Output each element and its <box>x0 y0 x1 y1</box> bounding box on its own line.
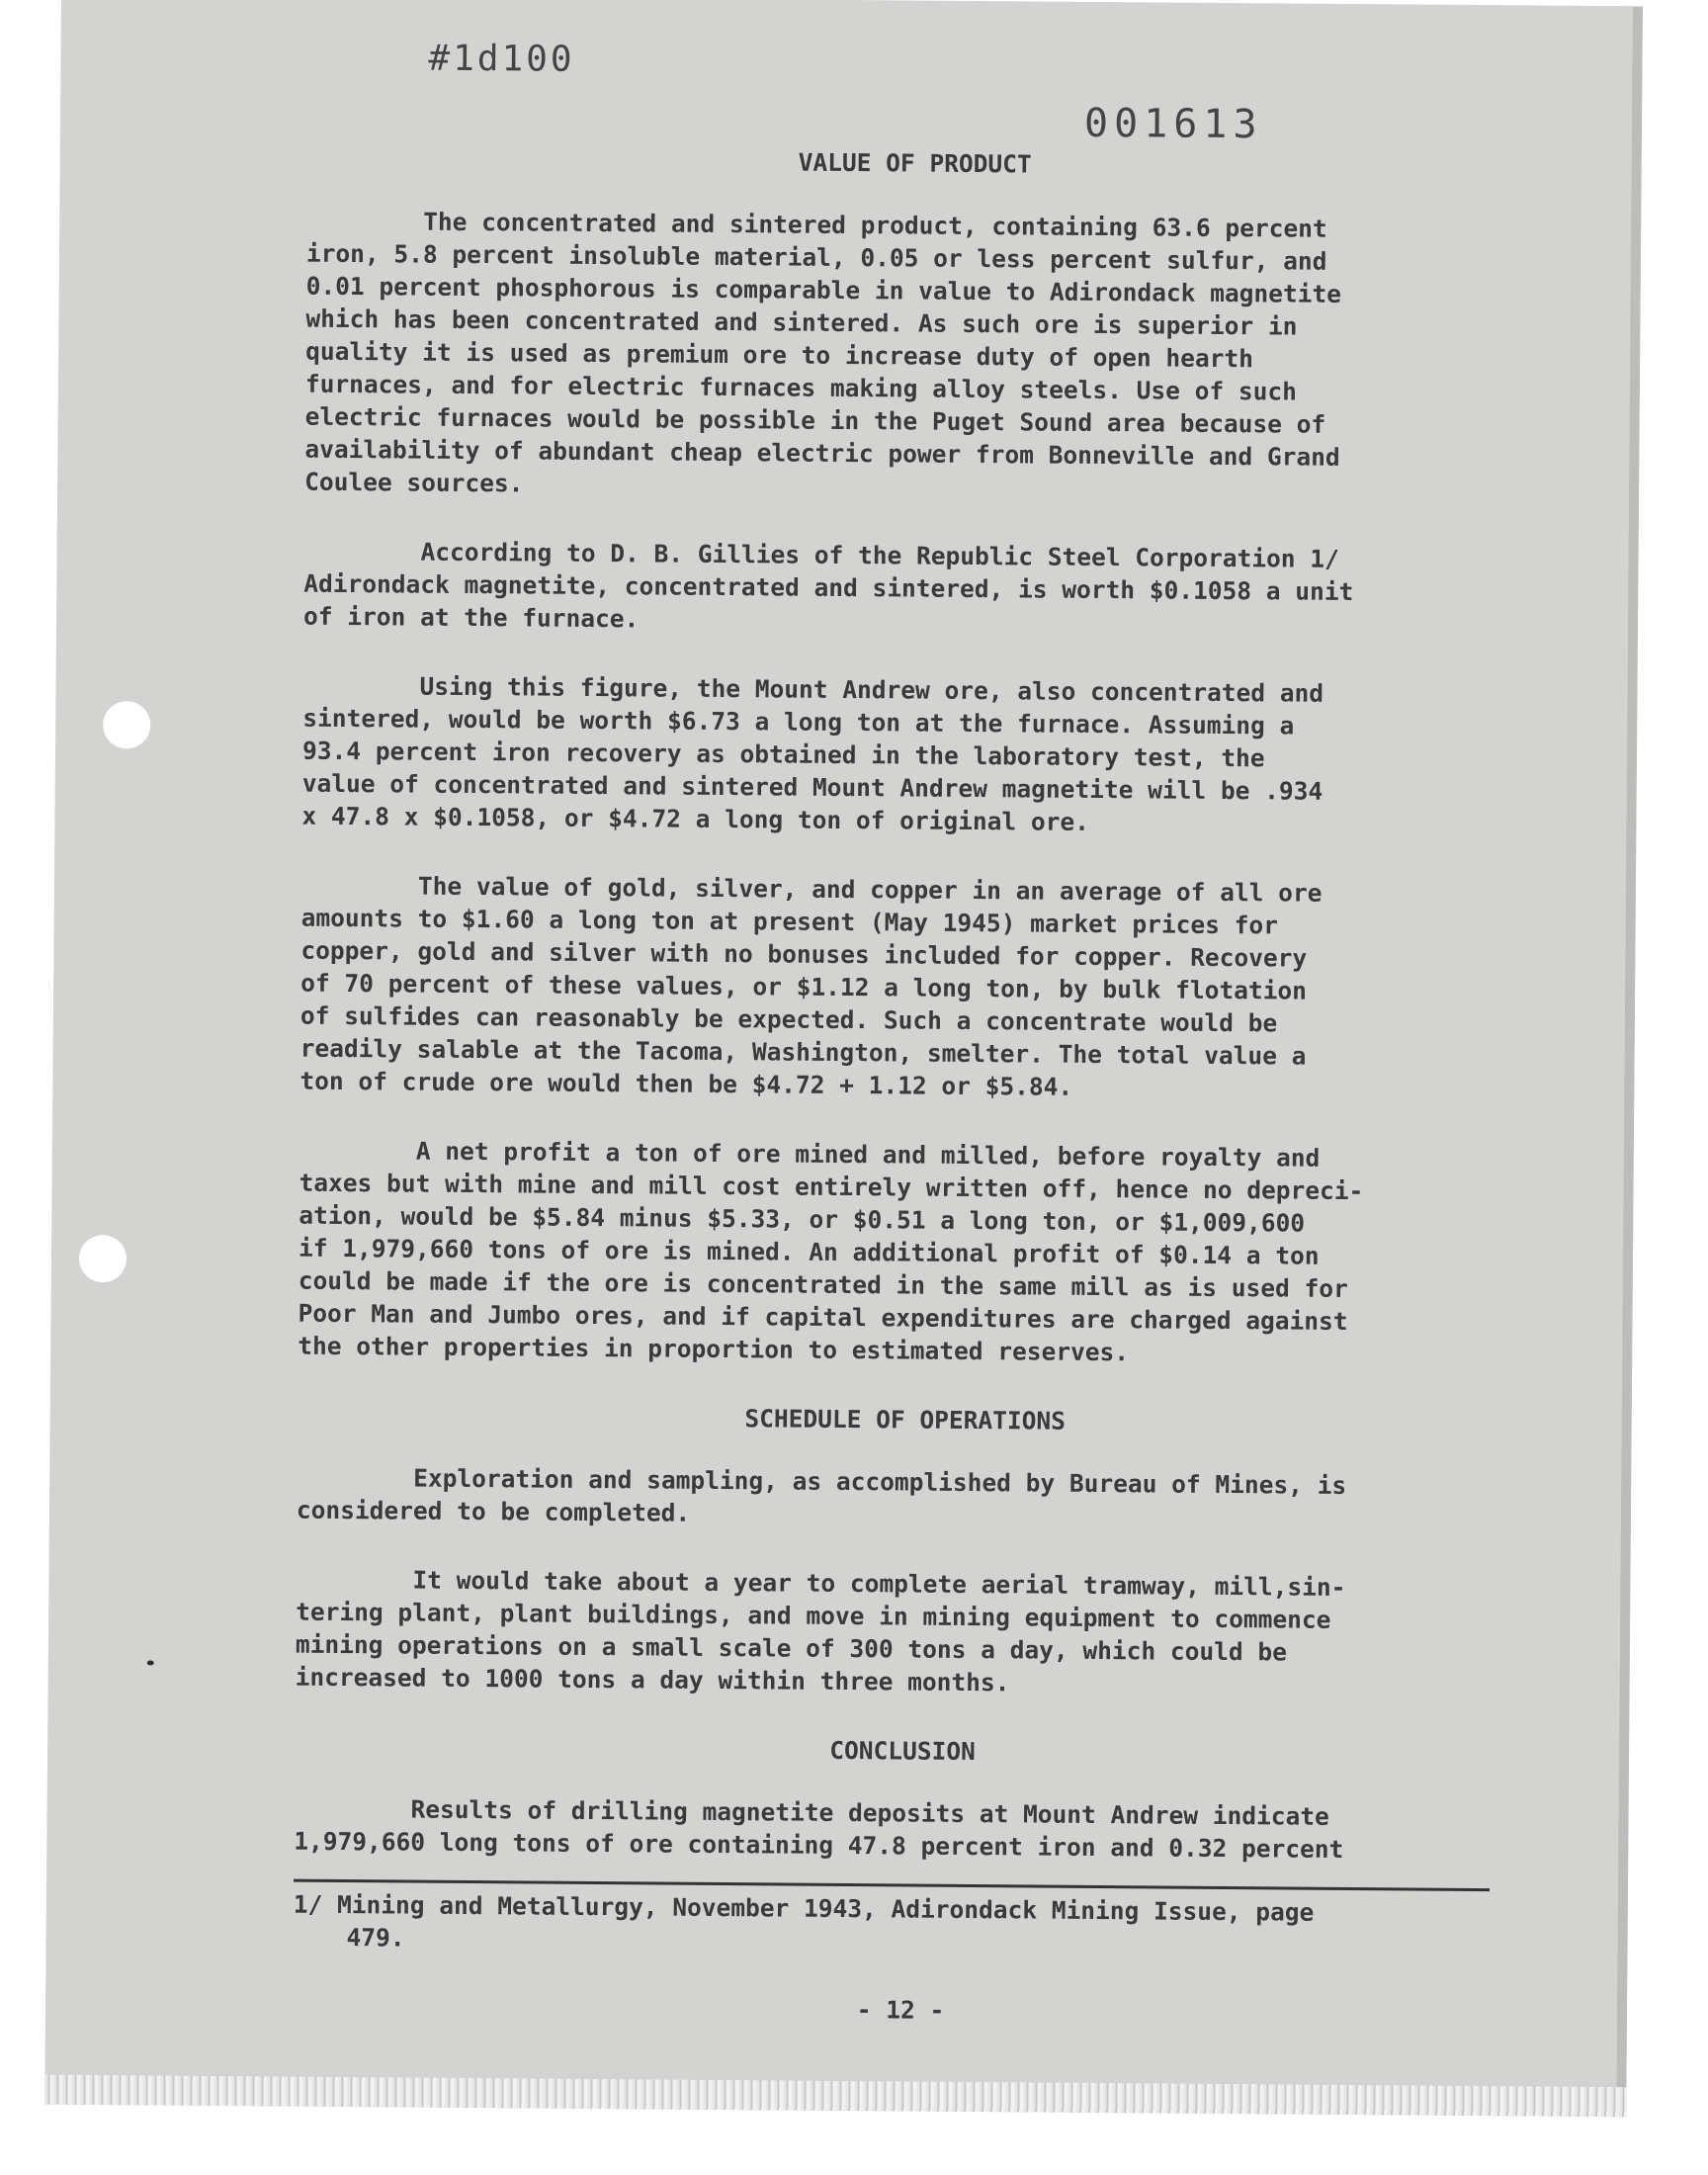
text-line: quality it is used as premium ore to increase duty of open hearth <box>305 336 1254 374</box>
text-line: 0.01 percent phosphorous is comparable in value to Adirondack magnetite <box>305 271 1342 308</box>
text-line: value of concentrated and sintered Mount Andrew magnetite will be .934 <box>301 768 1324 806</box>
text-line: A net profit a ton of ore mined and milled, before royalty and <box>415 1136 1321 1173</box>
text-line: sintered, would be worth $6.73 a long ton at the furnace. Assuming a <box>302 703 1295 740</box>
text-line: electric furnaces would be possible in the Puget Sound area because of <box>304 401 1326 439</box>
punch-hole <box>79 1235 127 1282</box>
text-line: of sulfides can reasonably be expected. Such a concentrate would be <box>299 1000 1278 1038</box>
text-line: amounts to $1.60 a long ton at present (May 1945) market prices for <box>300 903 1279 940</box>
text-line: copper, gold and silver with no bonuses included for copper. Recovery <box>300 935 1308 973</box>
paragraph <box>299 869 1517 1107</box>
text-line: the other properties in proportion to estimated reserves. <box>298 1331 1130 1367</box>
section-heading-conclusion: CONCLUSION <box>829 1735 976 1767</box>
section-heading-schedule: SCHEDULE OF OPERATIONS <box>744 1404 1067 1436</box>
document-body <box>293 142 1523 2032</box>
text-line: x 47.8 x $0.1058, or $4.72 a long ton of original ore. <box>301 801 1090 836</box>
text-line: It would take about a year to complete aerial tramway, mill,sin- <box>412 1565 1346 1602</box>
text-line: which has been concentrated and sintered. As such ore is superior in <box>305 304 1298 341</box>
text-line: increased to 1000 tons a day within three months. <box>295 1662 1010 1697</box>
paragraph <box>304 205 1522 508</box>
text-line: of iron at the furnace. <box>302 601 640 634</box>
text-line: of 70 percent of these values, or $1.12 a long ton, by bulk flotation <box>300 968 1308 1005</box>
text-line: iron, 5.8 percent insoluble material, 0.05 or less percent sulfur, and <box>305 238 1327 276</box>
section-heading-value: VALUE OF PRODUCT <box>798 147 1032 179</box>
footnote-continuation: 479. <box>346 1923 405 1953</box>
text-line: Exploration and sampling, as accomplished by Bureau of Mines, is <box>413 1463 1347 1500</box>
punch-hole <box>103 701 150 748</box>
text-line: considered to be completed. <box>296 1495 691 1527</box>
text-line: Poor Man and Jumbo ores, and if capital expenditures are charged against <box>298 1298 1348 1336</box>
footnote-text: 1/ Mining and Metallurgy, November 1943, Adirondack Mining Issue, page <box>293 1889 1315 1927</box>
paragraph <box>298 1134 1515 1372</box>
page-edge-shadow <box>1616 6 1643 2117</box>
text-line: could be made if the ore is concentrated in the same mill as is used for <box>298 1265 1348 1303</box>
text-line: Adirondack magnetite, concentrated and sintered, is worth $0.1058 a unit <box>303 568 1354 607</box>
scanned-page <box>44 0 1643 2117</box>
text-line: availability of abundant cheap electric power from Bonneville and Grand <box>304 434 1340 472</box>
text-line: Coulee sources. <box>304 467 524 498</box>
paragraph <box>303 535 1520 643</box>
text-line: furnaces, and for electric furnaces making alloy steels. Use of such <box>304 369 1298 406</box>
text-line: taxes but with mine and mill cost entirely written off, hence no depreci- <box>299 1168 1364 1206</box>
paragraph <box>296 1563 1512 1703</box>
handwritten-doc-number: #1d100 <box>428 38 575 80</box>
handwritten-page-id: 001613 <box>1083 100 1263 148</box>
paragraph <box>297 1461 1512 1536</box>
text-line: tering plant, plant buildings, and move in mining equipment to commence <box>296 1597 1331 1634</box>
footnote <box>293 1888 1508 1963</box>
paragraph <box>301 669 1518 842</box>
text-line: ation, would be $5.84 minus $5.33, or $0.51 a long ton, or $1,009,600 <box>299 1200 1306 1238</box>
page-number: - 12 - <box>856 1995 945 2025</box>
text-line: readily salable at the Tacoma, Washington, smelter. The total value a <box>299 1033 1307 1071</box>
text-line: mining operations on a small scale of 300 tons a day, which could be <box>295 1629 1288 1667</box>
text-line: The concentrated and sintered product, containing 63.6 percent <box>423 207 1327 243</box>
text-line: ton of crude ore would then be $4.72 + 1.12 or $5.84. <box>299 1066 1073 1101</box>
text-line: Using this figure, the Mount Andrew ore, also concentrated and <box>419 671 1324 708</box>
paragraph <box>294 1792 1509 1868</box>
text-line: 1,979,660 long tons of ore containing 47.8 percent iron and 0.32 percent <box>294 1826 1344 1864</box>
scan-artifact-band <box>44 2075 1626 2118</box>
text-line: Results of drilling magnetite deposits at Mount Andrew indicate <box>410 1794 1329 1831</box>
ink-speck <box>147 1660 154 1665</box>
text-line: 93.4 percent iron recovery as obtained in the laboratory test, the <box>301 736 1265 773</box>
text-line: if 1,979,660 tons of ore is mined. An additional profit of $0.14 a ton <box>298 1233 1320 1270</box>
text-line: The value of gold, silver, and copper in an average of all ore <box>417 871 1323 908</box>
text-line: According to D. B. Gillies of the Republic Steel Corporation 1/ <box>420 537 1339 573</box>
